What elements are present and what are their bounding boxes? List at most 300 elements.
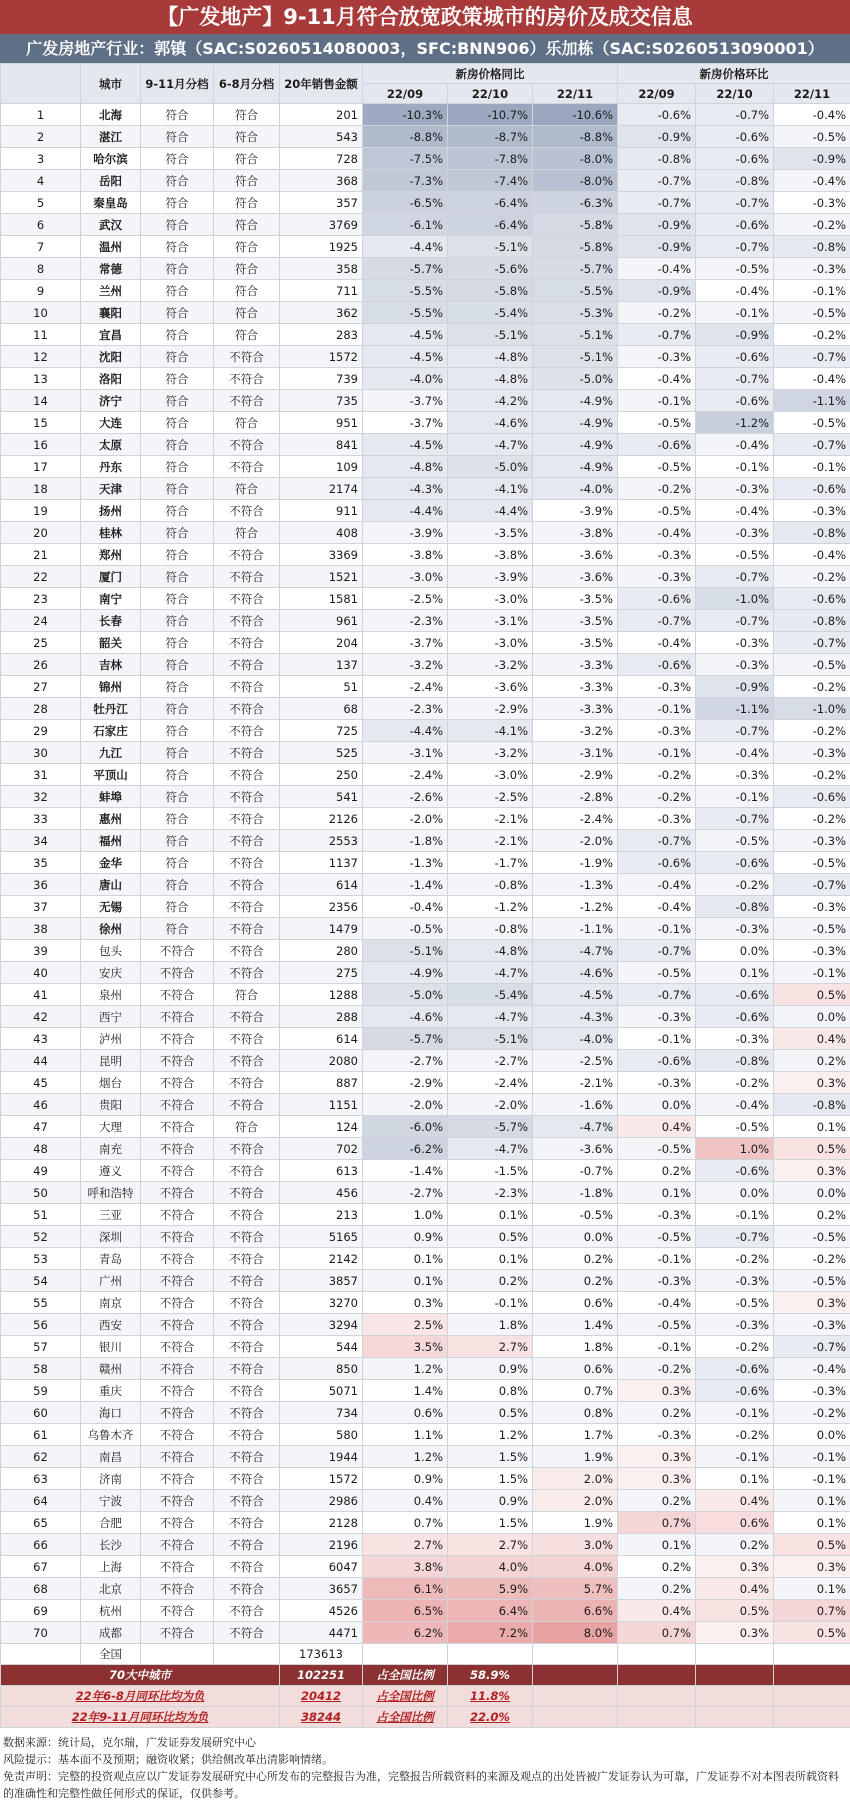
row-index: 50 [1, 1182, 81, 1204]
summary-70city-label: 70大中城市 [1, 1665, 280, 1686]
row-index: 17 [1, 456, 81, 478]
band-911: 符合 [141, 236, 214, 258]
sales-value: 850 [280, 1358, 363, 1380]
yoy-value: -3.1% [363, 742, 448, 764]
band-68: 不符合 [214, 1204, 280, 1226]
table-row [1, 1446, 850, 1468]
mom-value: 0.1% [774, 1116, 850, 1138]
yoy-value: -1.2% [533, 896, 618, 918]
sales-value: 456 [280, 1182, 363, 1204]
yoy-value: -2.7% [363, 1182, 448, 1204]
yoy-value: -3.7% [363, 390, 448, 412]
table-row [1, 1556, 850, 1578]
mom-value: -0.3% [696, 1314, 774, 1336]
row-index: 30 [1, 742, 81, 764]
yoy-value: -4.0% [363, 368, 448, 390]
row-index: 47 [1, 1116, 81, 1138]
band-68: 符合 [214, 170, 280, 192]
city-name: 牡丹江 [81, 698, 141, 720]
yoy-value: -3.2% [533, 720, 618, 742]
table-row [1, 610, 850, 632]
sales-value: 362 [280, 302, 363, 324]
yoy-value: -10.7% [448, 104, 533, 126]
yoy-value: -4.7% [448, 1006, 533, 1028]
band-911: 不符合 [141, 1468, 214, 1490]
yoy-value: 1.4% [363, 1380, 448, 1402]
table-row [1, 1072, 850, 1094]
mom-value: -0.6% [696, 1380, 774, 1402]
band-68: 符合 [214, 522, 280, 544]
mom-value: -0.5% [774, 852, 850, 874]
table-row [1, 126, 850, 148]
yoy-value: 2.7% [448, 1336, 533, 1358]
band-911: 不符合 [141, 1622, 214, 1644]
table-row [1, 500, 850, 522]
band-911: 不符合 [141, 1270, 214, 1292]
mom-value: -0.3% [618, 566, 696, 588]
yoy-value: -1.3% [533, 874, 618, 896]
table-row [1, 1578, 850, 1600]
yoy-value: -4.7% [448, 1138, 533, 1160]
mom-value: -0.5% [774, 1226, 850, 1248]
mom-value: -0.7% [696, 566, 774, 588]
yoy-value: -1.5% [448, 1160, 533, 1182]
yoy-value: -4.7% [448, 434, 533, 456]
band-911: 不符合 [141, 1182, 214, 1204]
city-name: 常德 [81, 258, 141, 280]
row-index: 66 [1, 1534, 81, 1556]
row-index: 35 [1, 852, 81, 874]
row-index: 68 [1, 1578, 81, 1600]
city-name: 桂林 [81, 522, 141, 544]
mom-value: -0.3% [696, 1028, 774, 1050]
yoy-value: -2.9% [448, 698, 533, 720]
sales-value: 3294 [280, 1314, 363, 1336]
table-row [1, 632, 850, 654]
table-row [1, 1468, 850, 1490]
table-body [1, 104, 850, 1644]
band-68: 不符合 [214, 808, 280, 830]
summary-m911-value: 38244 [280, 1707, 363, 1728]
city-name: 宁波 [81, 1490, 141, 1512]
mom-value: 0.4% [774, 1028, 850, 1050]
summary-m68-value: 20412 [280, 1686, 363, 1707]
mom-value: -0.3% [774, 1314, 850, 1336]
yoy-value: -2.1% [533, 1072, 618, 1094]
mom-value: -0.7% [696, 368, 774, 390]
mom-value: -0.3% [774, 742, 850, 764]
city-name: 南昌 [81, 1446, 141, 1468]
sales-value: 725 [280, 720, 363, 742]
sales-value: 1572 [280, 346, 363, 368]
mom-value: -0.1% [618, 1336, 696, 1358]
city-name: 南京 [81, 1292, 141, 1314]
sales-value: 124 [280, 1116, 363, 1138]
mom-value: 0.2% [696, 1534, 774, 1556]
mom-value: -0.8% [774, 522, 850, 544]
yoy-value: -1.4% [363, 1160, 448, 1182]
yoy-value: -2.7% [363, 1050, 448, 1072]
row-index: 16 [1, 434, 81, 456]
table-row [1, 324, 850, 346]
mom-value: -1.2% [696, 412, 774, 434]
yoy-value: -3.1% [448, 610, 533, 632]
sales-value: 1581 [280, 588, 363, 610]
yoy-value: -4.9% [533, 456, 618, 478]
mom-value: -0.5% [696, 830, 774, 852]
yoy-value: 6.5% [363, 1600, 448, 1622]
mom-value: 0.1% [696, 962, 774, 984]
yoy-value: -0.4% [363, 896, 448, 918]
table-row [1, 654, 850, 676]
mom-value: -0.6% [696, 346, 774, 368]
mom-value: 0.4% [696, 1578, 774, 1600]
mom-value: -0.3% [618, 1270, 696, 1292]
band-911: 不符合 [141, 1204, 214, 1226]
band-68: 不符合 [214, 1578, 280, 1600]
band-911: 不符合 [141, 1116, 214, 1138]
sales-value: 951 [280, 412, 363, 434]
city-name: 兰州 [81, 280, 141, 302]
mom-value: -0.5% [774, 126, 850, 148]
row-index: 53 [1, 1248, 81, 1270]
yoy-value: 6.4% [448, 1600, 533, 1622]
band-68: 符合 [214, 984, 280, 1006]
yoy-value: -5.7% [363, 258, 448, 280]
yoy-value: -4.3% [363, 478, 448, 500]
yoy-value: -0.7% [533, 1160, 618, 1182]
table-row [1, 1622, 850, 1644]
sales-value: 275 [280, 962, 363, 984]
yoy-value: -4.4% [363, 500, 448, 522]
row-index: 6 [1, 214, 81, 236]
band-68: 不符合 [214, 874, 280, 896]
band-68: 符合 [214, 148, 280, 170]
yoy-value: 4.0% [448, 1556, 533, 1578]
mom-value: -0.8% [696, 1050, 774, 1072]
summary-m911-row [1, 1707, 850, 1728]
band-68: 不符合 [214, 1600, 280, 1622]
mom-value: 0.2% [618, 1490, 696, 1512]
mom-value: -0.5% [696, 258, 774, 280]
mom-value: -0.6% [696, 984, 774, 1006]
table-row [1, 808, 850, 830]
band-911: 不符合 [141, 1050, 214, 1072]
yoy-value: -5.3% [533, 302, 618, 324]
table-row [1, 522, 850, 544]
yoy-value: -5.7% [533, 258, 618, 280]
header-period: 22/09 [363, 84, 448, 104]
yoy-value: 0.5% [448, 1226, 533, 1248]
yoy-value: -3.5% [533, 588, 618, 610]
sales-value: 280 [280, 940, 363, 962]
mom-value: 0.2% [618, 1160, 696, 1182]
band-911: 符合 [141, 390, 214, 412]
yoy-value: -3.6% [533, 544, 618, 566]
band-68: 不符合 [214, 1028, 280, 1050]
summary-m68-row [1, 1686, 850, 1707]
mom-value: 0.0% [774, 1424, 850, 1446]
mom-value: -0.5% [774, 654, 850, 676]
city-name: 烟台 [81, 1072, 141, 1094]
mom-value: -0.3% [618, 808, 696, 830]
yoy-value: -4.5% [533, 984, 618, 1006]
mom-value: -1.0% [696, 588, 774, 610]
mom-value: -0.8% [774, 610, 850, 632]
band-911: 不符合 [141, 1226, 214, 1248]
city-name: 徐州 [81, 918, 141, 940]
mom-value: -0.1% [696, 302, 774, 324]
city-name: 哈尔滨 [81, 148, 141, 170]
city-name: 上海 [81, 1556, 141, 1578]
mom-value: -0.3% [618, 544, 696, 566]
row-index: 31 [1, 764, 81, 786]
band-911: 符合 [141, 522, 214, 544]
mom-value: -0.5% [618, 412, 696, 434]
row-index: 19 [1, 500, 81, 522]
table-row [1, 1226, 850, 1248]
mom-value: -0.3% [618, 1204, 696, 1226]
row-index: 39 [1, 940, 81, 962]
table-row [1, 1600, 850, 1622]
summary-m911-label: 22年9-11月同环比均为负 [1, 1707, 280, 1728]
row-index: 26 [1, 654, 81, 676]
city-name: 福州 [81, 830, 141, 852]
mom-value: -0.3% [618, 346, 696, 368]
yoy-value: -0.5% [533, 1204, 618, 1226]
yoy-value: 1.2% [363, 1446, 448, 1468]
table-row [1, 1204, 850, 1226]
band-911: 符合 [141, 632, 214, 654]
yoy-value: -4.8% [448, 368, 533, 390]
yoy-value: 4.0% [533, 1556, 618, 1578]
yoy-value: -2.0% [448, 1094, 533, 1116]
mom-value: -0.7% [696, 104, 774, 126]
header-row-1 [1, 64, 850, 84]
yoy-value: 1.5% [448, 1468, 533, 1490]
band-911: 符合 [141, 720, 214, 742]
sales-value: 3369 [280, 544, 363, 566]
mom-value: -0.6% [618, 1050, 696, 1072]
band-68: 不符合 [214, 1446, 280, 1468]
yoy-value: -5.4% [448, 302, 533, 324]
mom-value: -0.3% [696, 764, 774, 786]
yoy-value: -6.4% [448, 214, 533, 236]
row-index: 24 [1, 610, 81, 632]
yoy-value: 0.6% [363, 1402, 448, 1424]
mom-value: -1.1% [774, 390, 850, 412]
mom-value: -0.1% [774, 280, 850, 302]
mom-value: -0.6% [696, 1358, 774, 1380]
city-name: 温州 [81, 236, 141, 258]
band-68: 不符合 [214, 632, 280, 654]
band-911: 不符合 [141, 1600, 214, 1622]
header-sales: 20年销售金额 [280, 64, 363, 104]
yoy-value: 0.9% [363, 1226, 448, 1248]
mom-value: -0.4% [774, 170, 850, 192]
band-68: 符合 [214, 126, 280, 148]
band-911: 不符合 [141, 1512, 214, 1534]
mom-value: -0.7% [774, 434, 850, 456]
summary-m911-share: 22.0% [448, 1707, 533, 1728]
yoy-value: 6.6% [533, 1600, 618, 1622]
band-68: 符合 [214, 236, 280, 258]
yoy-value: -5.1% [363, 940, 448, 962]
city-name: 韶关 [81, 632, 141, 654]
yoy-value: -3.9% [363, 522, 448, 544]
yoy-value: -3.0% [363, 566, 448, 588]
yoy-value: -10.6% [533, 104, 618, 126]
mom-value: -0.8% [696, 896, 774, 918]
mom-value: -0.2% [696, 1336, 774, 1358]
yoy-value: 5.9% [448, 1578, 533, 1600]
band-68: 不符合 [214, 1248, 280, 1270]
mom-value: -0.4% [618, 874, 696, 896]
city-name: 吉林 [81, 654, 141, 676]
header-index [1, 64, 81, 104]
yoy-value: 0.2% [533, 1248, 618, 1270]
table-row [1, 1314, 850, 1336]
mom-value: -0.6% [696, 1160, 774, 1182]
mom-value: -0.4% [696, 280, 774, 302]
yoy-value: -3.0% [448, 588, 533, 610]
band-68: 符合 [214, 280, 280, 302]
row-index: 18 [1, 478, 81, 500]
yoy-value: -4.8% [363, 456, 448, 478]
yoy-value: -5.8% [448, 280, 533, 302]
yoy-value: 8.0% [533, 1622, 618, 1644]
band-68: 符合 [214, 1116, 280, 1138]
band-911: 不符合 [141, 1578, 214, 1600]
yoy-value: 1.8% [533, 1336, 618, 1358]
band-68: 不符合 [214, 896, 280, 918]
band-911: 不符合 [141, 962, 214, 984]
summary-70city-value: 102251 [280, 1665, 363, 1686]
table-row [1, 214, 850, 236]
yoy-value: -6.0% [363, 1116, 448, 1138]
table-row [1, 478, 850, 500]
city-name: 重庆 [81, 1380, 141, 1402]
yoy-value: 6.2% [363, 1622, 448, 1644]
sales-value: 109 [280, 456, 363, 478]
sales-value: 1151 [280, 1094, 363, 1116]
table-row [1, 104, 850, 126]
mom-value: 0.1% [618, 1182, 696, 1204]
sales-value: 613 [280, 1160, 363, 1182]
summary-national-label: 全国 [81, 1644, 141, 1665]
header-mom-group: 新房价格环比 [618, 64, 850, 84]
band-911: 不符合 [141, 940, 214, 962]
summary-m68-share: 11.8% [448, 1686, 533, 1707]
city-name: 锦州 [81, 676, 141, 698]
city-name: 赣州 [81, 1358, 141, 1380]
band-911: 不符合 [141, 1094, 214, 1116]
yoy-value: 3.5% [363, 1336, 448, 1358]
yoy-value: -2.4% [363, 764, 448, 786]
yoy-value: -7.8% [448, 148, 533, 170]
sales-value: 841 [280, 434, 363, 456]
yoy-value: 1.9% [533, 1512, 618, 1534]
mom-value: -0.4% [774, 544, 850, 566]
band-911: 符合 [141, 104, 214, 126]
mom-value: 0.2% [774, 1050, 850, 1072]
yoy-value: -4.6% [448, 412, 533, 434]
yoy-value: -4.6% [533, 962, 618, 984]
row-index: 45 [1, 1072, 81, 1094]
table-row [1, 1292, 850, 1314]
summary-empty [1, 1644, 81, 1665]
summary-national-value: 173613 [280, 1644, 363, 1665]
sales-value: 288 [280, 1006, 363, 1028]
yoy-value: -3.6% [533, 1138, 618, 1160]
city-name: 宜昌 [81, 324, 141, 346]
mom-value: -0.7% [618, 192, 696, 214]
mom-value: 0.2% [774, 1204, 850, 1226]
yoy-value: 0.9% [363, 1468, 448, 1490]
mom-value: -0.7% [618, 170, 696, 192]
band-68: 不符合 [214, 1160, 280, 1182]
yoy-value: -5.5% [533, 280, 618, 302]
band-911: 不符合 [141, 1314, 214, 1336]
yoy-value: -3.7% [363, 412, 448, 434]
yoy-value: 1.7% [533, 1424, 618, 1446]
band-68: 不符合 [214, 1336, 280, 1358]
mom-value: -0.7% [618, 830, 696, 852]
header-period: 22/10 [696, 84, 774, 104]
yoy-value: -0.8% [448, 874, 533, 896]
yoy-value: -2.5% [533, 1050, 618, 1072]
mom-value: 0.4% [696, 1490, 774, 1512]
mom-value: -0.4% [696, 434, 774, 456]
city-name: 青岛 [81, 1248, 141, 1270]
band-911: 不符合 [141, 1358, 214, 1380]
band-68: 不符合 [214, 1314, 280, 1336]
band-68: 符合 [214, 214, 280, 236]
yoy-value: -3.0% [448, 764, 533, 786]
table-row [1, 368, 850, 390]
band-911: 符合 [141, 676, 214, 698]
sales-value: 2196 [280, 1534, 363, 1556]
band-911: 不符合 [141, 1490, 214, 1512]
mom-value: 0.3% [618, 1380, 696, 1402]
table-row [1, 874, 850, 896]
table-row [1, 830, 850, 852]
band-911: 符合 [141, 148, 214, 170]
yoy-value: -2.5% [448, 786, 533, 808]
sales-value: 368 [280, 170, 363, 192]
mom-value: -0.2% [774, 566, 850, 588]
sales-value: 702 [280, 1138, 363, 1160]
yoy-value: -4.9% [533, 390, 618, 412]
yoy-value: -3.3% [533, 676, 618, 698]
band-911: 符合 [141, 478, 214, 500]
mom-value: -0.4% [774, 104, 850, 126]
yoy-value: -1.3% [363, 852, 448, 874]
band-68: 不符合 [214, 1490, 280, 1512]
sales-value: 357 [280, 192, 363, 214]
row-index: 21 [1, 544, 81, 566]
row-index: 64 [1, 1490, 81, 1512]
mom-value: -0.1% [774, 1446, 850, 1468]
row-index: 20 [1, 522, 81, 544]
sales-value: 5165 [280, 1226, 363, 1248]
yoy-value: -1.1% [533, 918, 618, 940]
yoy-value: -5.0% [363, 984, 448, 1006]
sales-value: 3769 [280, 214, 363, 236]
table-row [1, 1028, 850, 1050]
mom-value: -0.3% [696, 654, 774, 676]
yoy-value: 0.2% [533, 1270, 618, 1292]
